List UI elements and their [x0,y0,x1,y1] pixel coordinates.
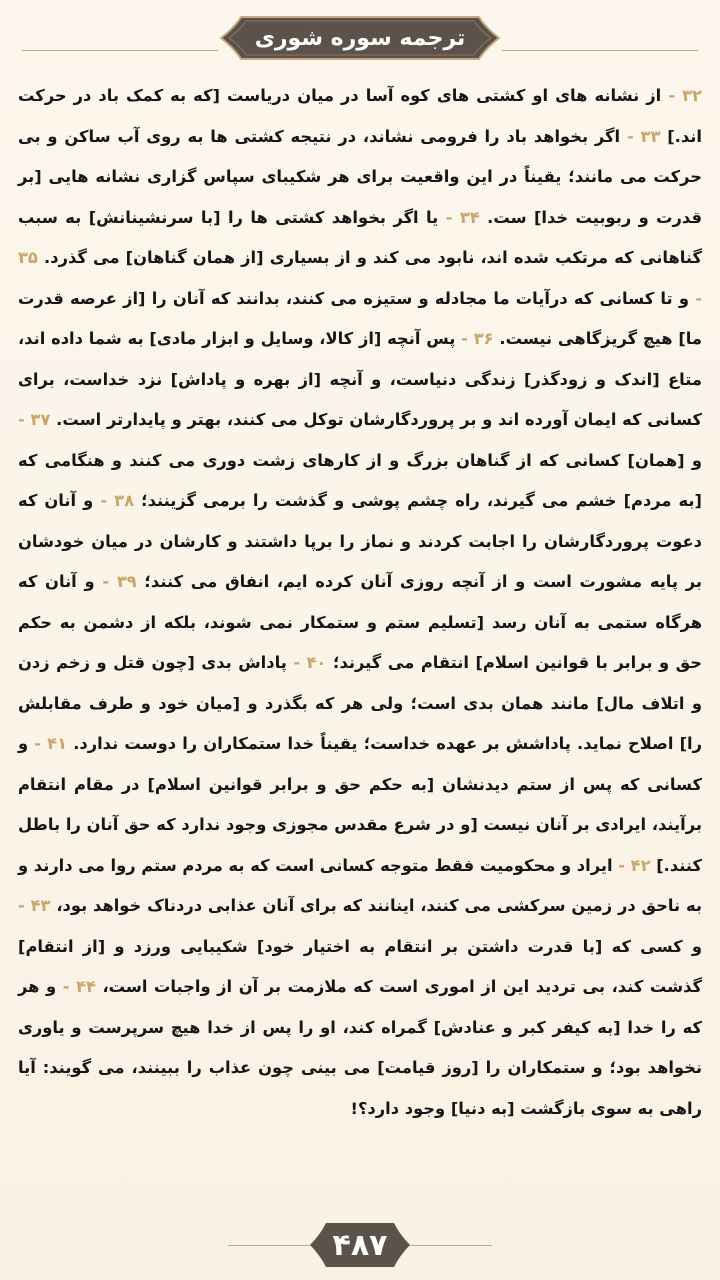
footer [0,1218,720,1272]
verse-text: و کسانی که پس از ستم دیدنشان [به حکم حق و برابر قوانین اسلام] در مقام انتقام برآیند، ایرادی بر آنان نیست [و در شرع مقدس مجوزی وجود ندارد که حق آنان را باطل کنند.] [18,734,702,875]
verse-text: و تا کسانی که درآیات ما مجادله و ستیزه می کنند، بدانند که آنان را [از عرصه قدرت ما] هیچ گریزگاهی نیست. [18,288,702,348]
title-badge [219,15,501,61]
footer-divider-left [228,1245,310,1246]
header [0,12,720,64]
verse-number: ۳۶ - [461,329,494,348]
header-divider-right [502,50,698,51]
verse-number: ۴۰ - [293,653,327,672]
verse-number: ۳۵ - [18,248,702,308]
verse-number: ۳۸ - [100,491,135,510]
verse-text: پاداش بدی [چون قتل و زخم زدن و اتلاف مال] مانند همان بدی است؛ ولی هر که بگذرد و [میان خود و طرف مقابلش را] اصلاح نماید. پاداشش بر عهده خداست؛ یقیناً خدا ستمکاران را دوست ندارد. [18,653,702,753]
page-number: ۴۸۷ [332,1227,388,1263]
verse-number: ۳۷ - [18,410,51,429]
verse-text: و آنان که هرگاه ستمی به آنان رسد [تسلیم ستم و ستمکار نمی شوند، بلکه از دشمن به حکم حق و برابر با قوانین اسلام] انتقام می گیرند؛ [18,572,702,672]
verse-text: یا اگر بخواهد کشتی ها را [با سرنشینانش] به سبب گناهانی که مرتکب شده اند، نابود می کند و از بسیاری [از همان گناهان] می گذرد. [18,207,702,267]
verse-text: و [همان] کسانی که از گناهان بزرگ و از کارهای زشت دوری می کنند و هنگامی که [به مردم] خشم می گیرند، راه چشم پوشی و گذشت را برمی گزینند؛ [18,450,702,510]
page-title: ترجمه سوره شوری [254,25,466,51]
verse-text: ایراد و محکومیت فقط متوجه کسانی است که به مردم ستم روا می دارند و به ناحق در زمین سرکشی می کنند، اینانند که برای آنان عذابی دردناک خواهد بود، [18,855,702,915]
verse-number: ۴۲ - [618,855,651,875]
verse-text: از نشانه های او کشتی های کوه آسا در میان دریاست [که به کمک باد در حرکت اند.] [18,86,702,146]
verse-number: ۳۹ - [102,572,137,591]
verse-number: ۴۱ - [34,734,68,753]
verse-text: و آنان که دعوت پروردگارشان را اجابت کردند و نماز را برپا داشتند و کارشان در میان خودشان بر پایه مشورت است و از آنچه روزی آنان کرده ایم، انفاق می کنند؛ [18,491,702,591]
verse-number: ۳۴ - [445,207,480,227]
verse-number: ۴۳ - [18,896,51,915]
verse-number: ۳۲ - [668,86,702,105]
verse-text: و کسی که [با قدرت داشتن بر انتقام به اختیار خود] شکیبایی ورزد و [از انتقام] گذشت کند، بی تردید این از اموری است که ملازمت بر آن از واجبات است، [18,936,702,996]
page-number-badge [308,1221,412,1269]
translation-text [18,76,702,1129]
verse-number: ۳۳ - [626,126,661,146]
verse-text: و هر که را خدا [به کیفر کبر و عنادش] گمراه کند، او را پس از خدا هیچ سرپرست و یاوری نخواهد بود؛ و ستمکاران را [روز قیامت] می بینی چون عذاب را ببینند، می گویند: آیا راهی به سوی بازگشت [به دنیا] وجود دارد؟! [18,977,702,1118]
verse-text: اگر بخواهد باد را فرومی نشاند، در نتیجه کشتی ها به روی آب ساکن و بی حرکت می مانند؛ یقیناً در این واقعیت برای هر شکیبای سپاس گزاری نشانه هایی [بر قدرت و ربوبیت خدا] ست. [18,126,702,227]
header-divider-left [22,50,218,51]
footer-divider-right [410,1245,492,1246]
verse-number: ۴۴ - [62,977,96,996]
verse-text: پس آنچه [از کالا، وسایل و ابزار مادی] به شما داده اند، متاع [اندک و زودگذر] زندگی دنیاست، و آنچه [از بهره و پاداش] نزد خداست، برای کسانی که ایمان آورده اند و بر پروردگارشان توکل می کنند، بهتر و پایدارتر است. [18,329,702,429]
